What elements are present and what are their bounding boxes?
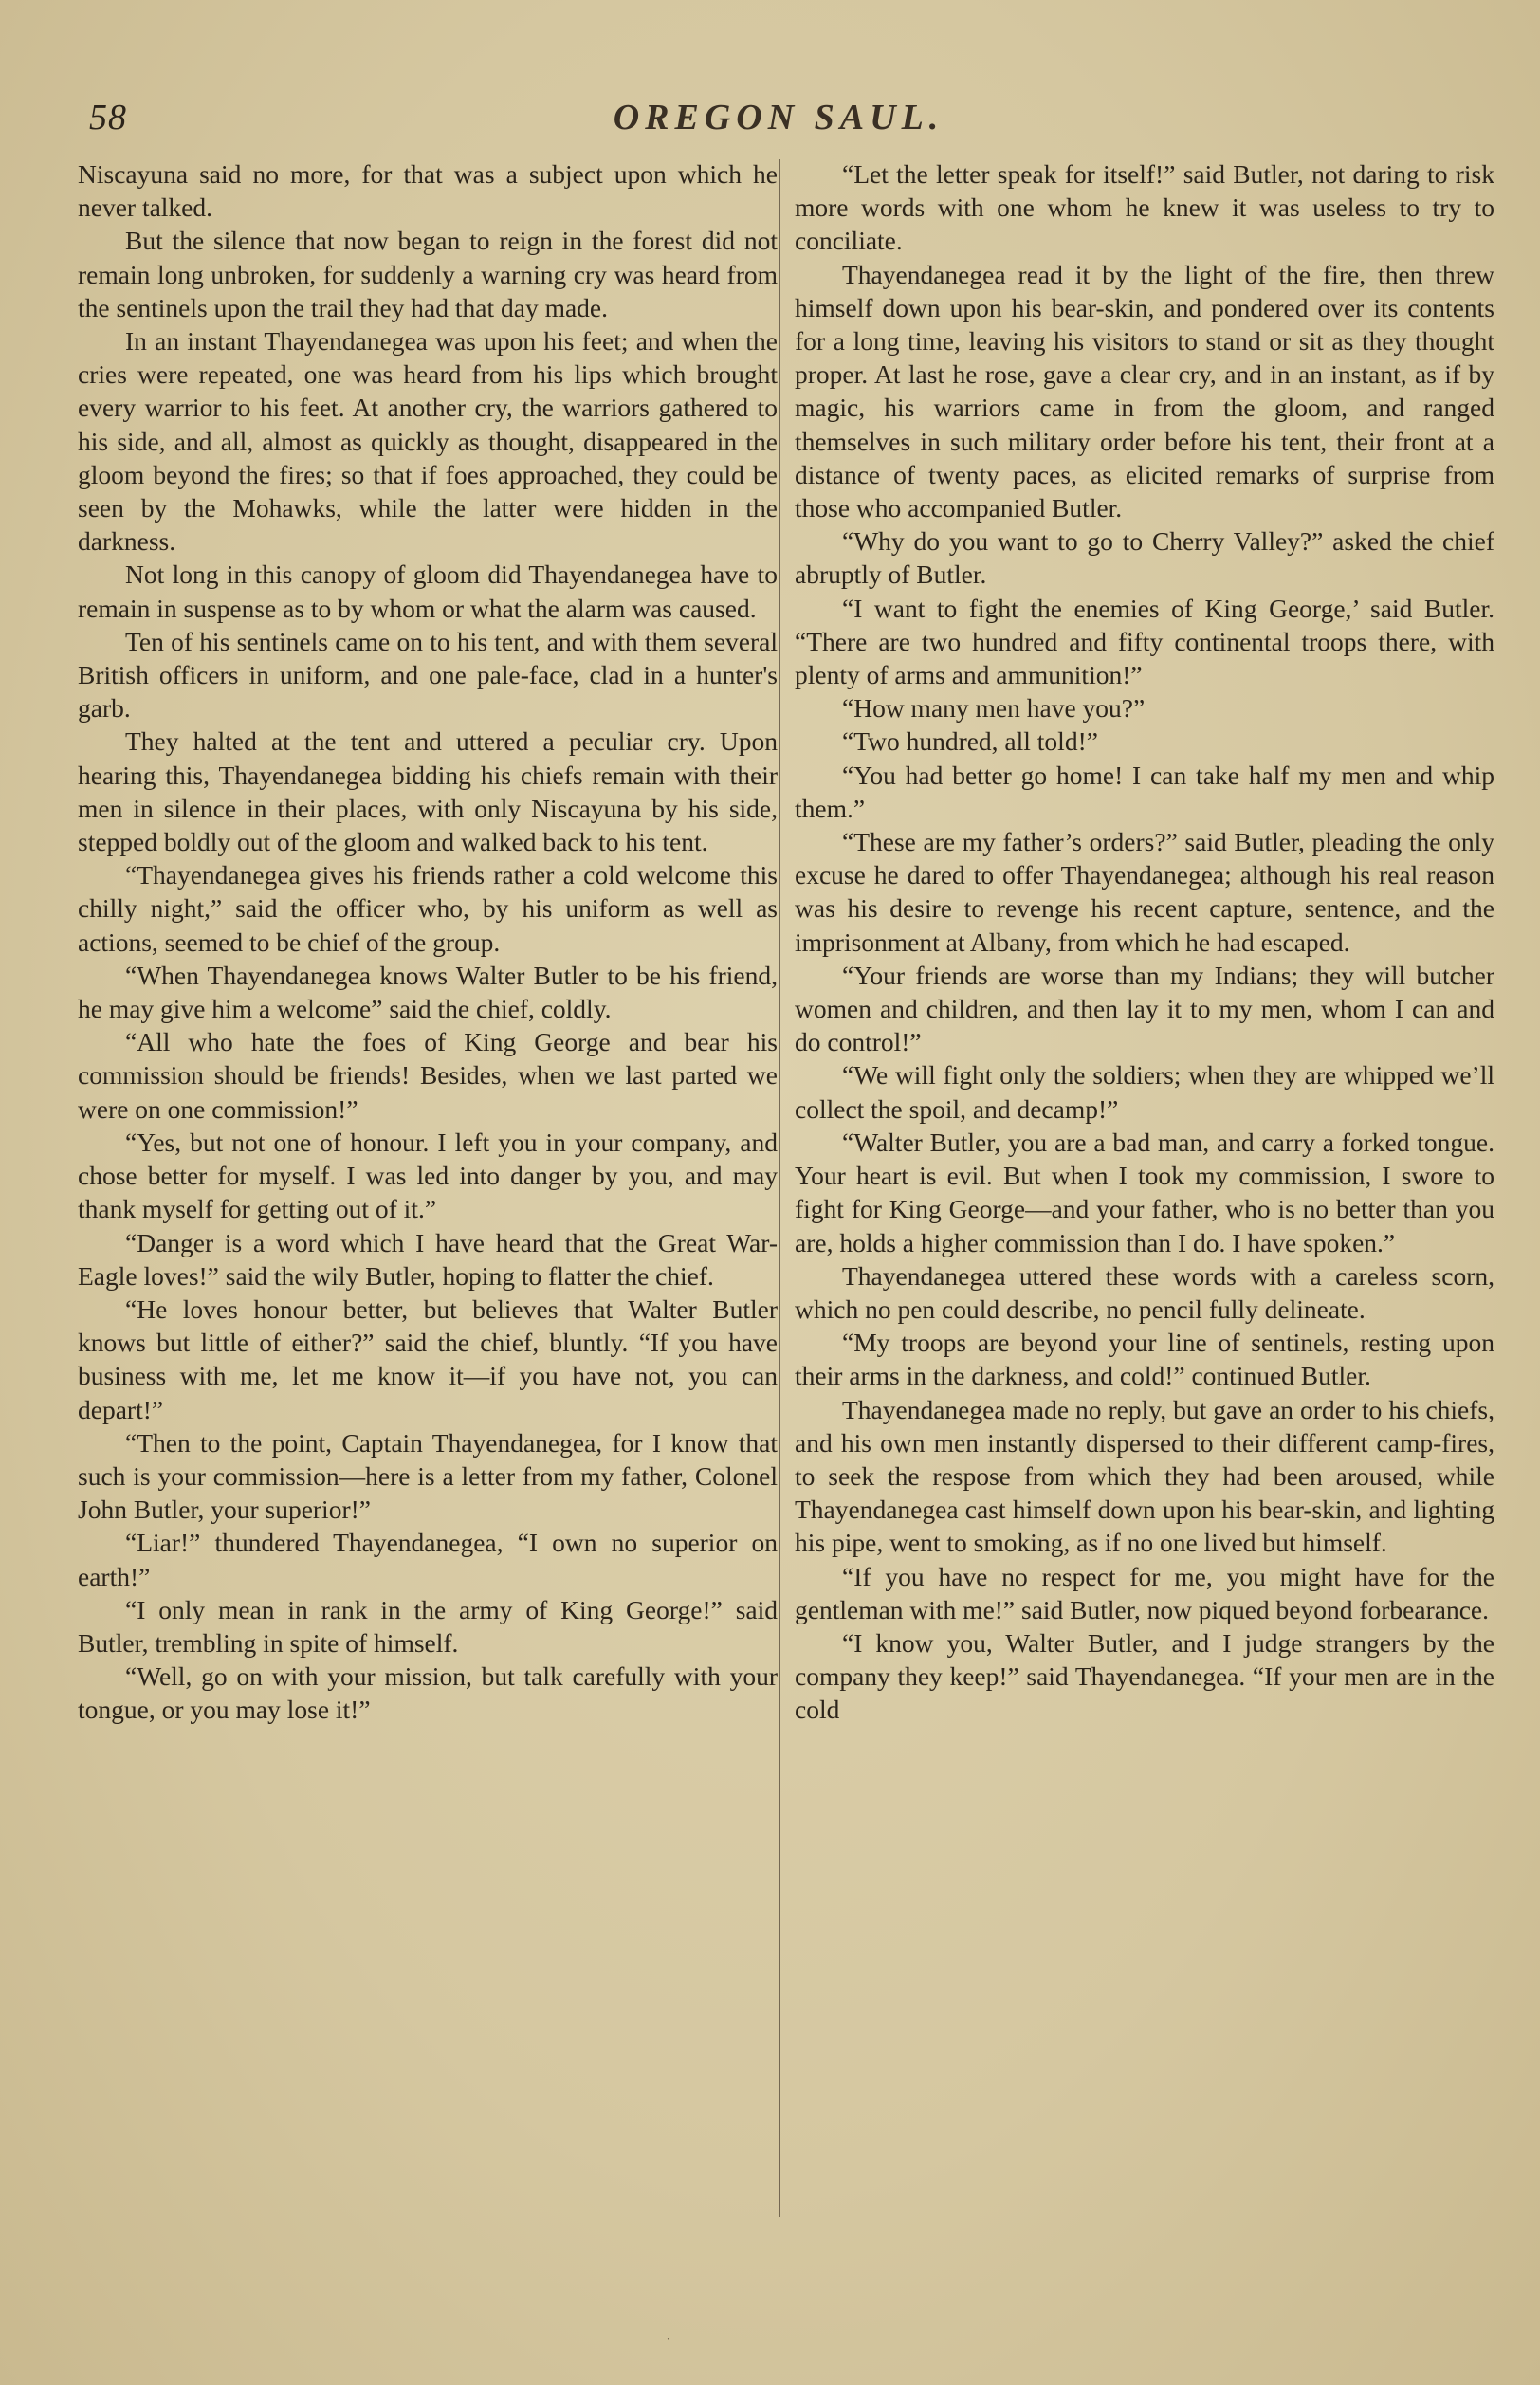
paragraph: “Liar!” thundered Thayendanegea, “I own no superior on earth!”: [78, 1528, 778, 1591]
paragraph: “Then to the point, Captain Thayendanegea, for I know that such is your commission—here is a letter from my father, Colonel John Butler, your superior!”: [78, 1427, 778, 1525]
paragraph: In an instant Thayendanegea was upon his feet; and when the cries were repeated, one was heard from his lips which brought every warrior to his feet. At another cry, the warriors gathered to his side, and all, almost as quickly as thought, disappeared in the gloom beyond the fires; so that if foes approached, they could be seen by the Mohawks, while the latter were hidden in the darkness.: [78, 326, 778, 557]
paragraph: Thayendanegea read it by the light of the fire, then threw himself down upon his bear-skin, and pondered over its contents for a long time, leaving his visitors to stand or sit as they thought proper. At last he rose, gave a clear cry, and in an instant, as if by magic, his warriors came in from the gloom, and ranged themselves in such military order before his tent, their front at a distance of twenty paces, as elicited remarks of surprise from those who accompanied Butler.: [795, 259, 1494, 523]
paragraph: Niscayuna said no more, for that was a subject upon which he never talked.: [78, 159, 778, 223]
paragraph: “My troops are beyond your line of sentinels, resting upon their arms in the darkness, and cold!” continued Butler.: [795, 1328, 1494, 1391]
paragraph: “I know you, Walter Butler, and I judge strangers by the company they keep!” said Thayendanegea. “If your men are in the cold: [795, 1627, 1494, 1725]
column-divider: [779, 159, 780, 2217]
paragraph: “If you have no respect for me, you might have for the gentleman with me!” said Butler, now piqued beyond forbearance.: [795, 1561, 1494, 1624]
paragraph: “Well, go on with your mission, but talk carefully with your tongue, or you may lose it!”: [78, 1661, 778, 1725]
paragraph: “Why do you want to go to Cherry Valley?” asked the chief abruptly of Butler.: [795, 526, 1494, 590]
paragraph: “He loves honour better, but believes that Walter Butler knows but little of either?” said the chief, bluntly. “If you have business with me, let me know it—if you have not, you can depart!”: [78, 1293, 778, 1424]
paragraph: “Let the letter speak for itself!” said Butler, not daring to risk more words with one whom he knew it was useless to try to conciliate.: [795, 159, 1494, 256]
paragraph: “Your friends are worse than my Indians; they will butcher women and children, and then lay it to my men, whom I can and do control!”: [795, 960, 1494, 1057]
paragraph: “Thayendanegea gives his friends rather a cold welcome this chilly night,” said the officer who, by his uniform as well as actions, seemed to be chief of the group.: [78, 860, 778, 957]
paragraph: “Danger is a word which I have heard that the Great War-Eagle loves!” said the wily Butler, hoping to flatter the chief.: [78, 1227, 778, 1291]
paragraph: “All who hate the foes of King George and bear his commission should be friends! Besides, when we last parted we were on one commission!”: [78, 1027, 778, 1124]
paragraph: “Two hundred, all told!”: [842, 726, 1098, 757]
paragraph: “I want to fight the enemies of King George,’ said Butler. “There are two hundred and fifty continental troops there, with plenty of arms and ammunition!”: [795, 593, 1494, 690]
running-title: OREGON SAUL.: [613, 98, 944, 138]
paragraph: Thayendanegea uttered these words with a careless scorn, which no pen could describe, no pencil fully delineate.: [795, 1260, 1494, 1324]
paragraph: “We will fight only the soldiers; when they are whipped we’ll collect the spoil, and decamp!”: [795, 1060, 1494, 1124]
paragraph: Thayendanegea made no reply, but gave an order to his chiefs, and his own men instantly dispersed to their different camp-fires, to seek the respose from which they had been aroused, while Thayendanegea cast himself down upon his bear-skin, and lighting his pipe, went to smoking, as if no one lived but himself.: [795, 1394, 1494, 1558]
page-header: [83, 97, 1474, 144]
paragraph: “How many men have you?”: [842, 693, 1146, 724]
paragraph: Not long in this canopy of gloom did Thayendanegea have to remain in suspense as to by whom or what the alarm was caused.: [78, 560, 778, 623]
paragraph: They halted at the tent and uttered a peculiar cry. Upon hearing this, Thayendanegea bidding his chiefs remain with their men in silence in their places, with only Niscayuna by his side, stepped boldly out of the gloom and walked back to his tent.: [78, 726, 778, 857]
paragraph: “Walter Butler, you are a bad man, and carry a forked tongue. Your heart is evil. But when I took my commission, I swore to fight for King George—and your father, who is no better than you are, holds a higher commission than I do. I have spoken.”: [795, 1127, 1494, 1257]
footer-mark: ·: [665, 2329, 672, 2350]
page-number: 58: [89, 98, 127, 138]
paragraph: “Yes, but not one of honour. I left you in your company, and chose better for myself. I was led into danger by you, and may thank myself for getting out of it.”: [78, 1127, 778, 1224]
paragraph: Ten of his sentinels came on to his tent, and with them several British officers in uniform, and one pale-face, clad in a hunter's garb.: [78, 626, 778, 724]
paragraph: “These are my father’s orders?” said Butler, pleading the only excuse he dared to offer Thayendanegea; although his real reason was his desire to revenge his recent capture, sentence, and the imprisonment at Albany, from which he had escaped.: [795, 827, 1494, 957]
right-column: [795, 157, 1494, 2215]
paragraph: “When Thayendanegea knows Walter Butler to be his friend, he may give him a welcome” said the chief, coldly.: [78, 960, 778, 1024]
left-column: [78, 157, 778, 2215]
paragraph: But the silence that now began to reign in the forest did not remain long unbroken, for suddenly a warning cry was heard from the sentinels upon the trail they had that day made.: [78, 226, 778, 322]
paragraph: “You had better go home! I can take half my men and whip them.”: [795, 760, 1494, 823]
paragraph: “I only mean in rank in the army of King George!” said Butler, trembling in spite of himself.: [78, 1594, 778, 1658]
